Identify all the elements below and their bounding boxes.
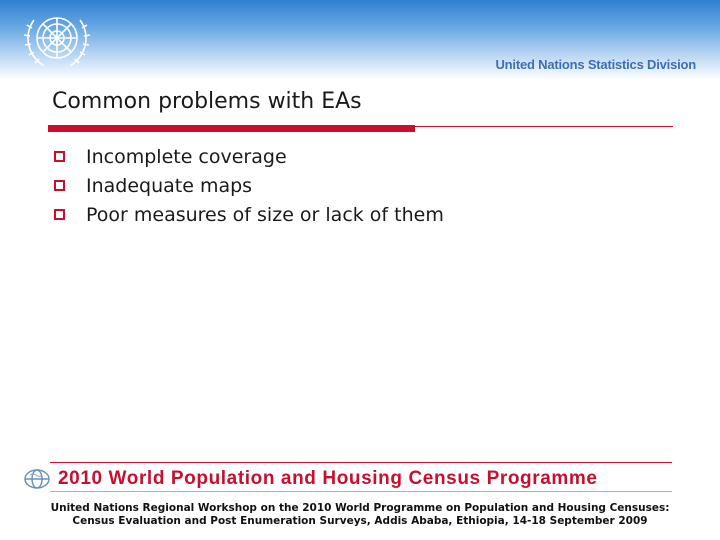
division-title: United Nations Statistics Division [495,57,696,72]
bullet-list [54,142,444,229]
workshop-line-1: United Nations Regional Workshop on the 2010 World Programme on Population and Housing Censuses: [50,502,670,514]
bullet-text: Incomplete coverage [86,145,287,168]
workshop-line-2: Census Evaluation and Post Enumeration Surveys, Addis Ababa, Ethiopia, 14-18 September 2009 [72,515,648,527]
list-item [54,200,444,229]
programme-title: 2010 World Population and Housing Census Programme [58,468,598,489]
bullet-text: Poor measures of size or lack of them [86,203,444,226]
list-item [54,142,444,171]
square-bullet-icon [54,180,65,191]
footer-divider [50,462,672,463]
programme-banner [22,466,698,492]
square-bullet-icon [54,151,65,162]
workshop-caption [0,502,720,528]
list-item [54,171,444,200]
title-underline [48,125,415,132]
bullet-text: Inadequate maps [86,174,253,197]
globe-icon [22,467,52,491]
slide-title: Common problems with EAs [52,89,362,114]
title-underline-thin [415,126,673,127]
un-emblem-icon [20,6,94,74]
square-bullet-icon [54,209,65,220]
footer-divider-bottom [50,491,672,492]
